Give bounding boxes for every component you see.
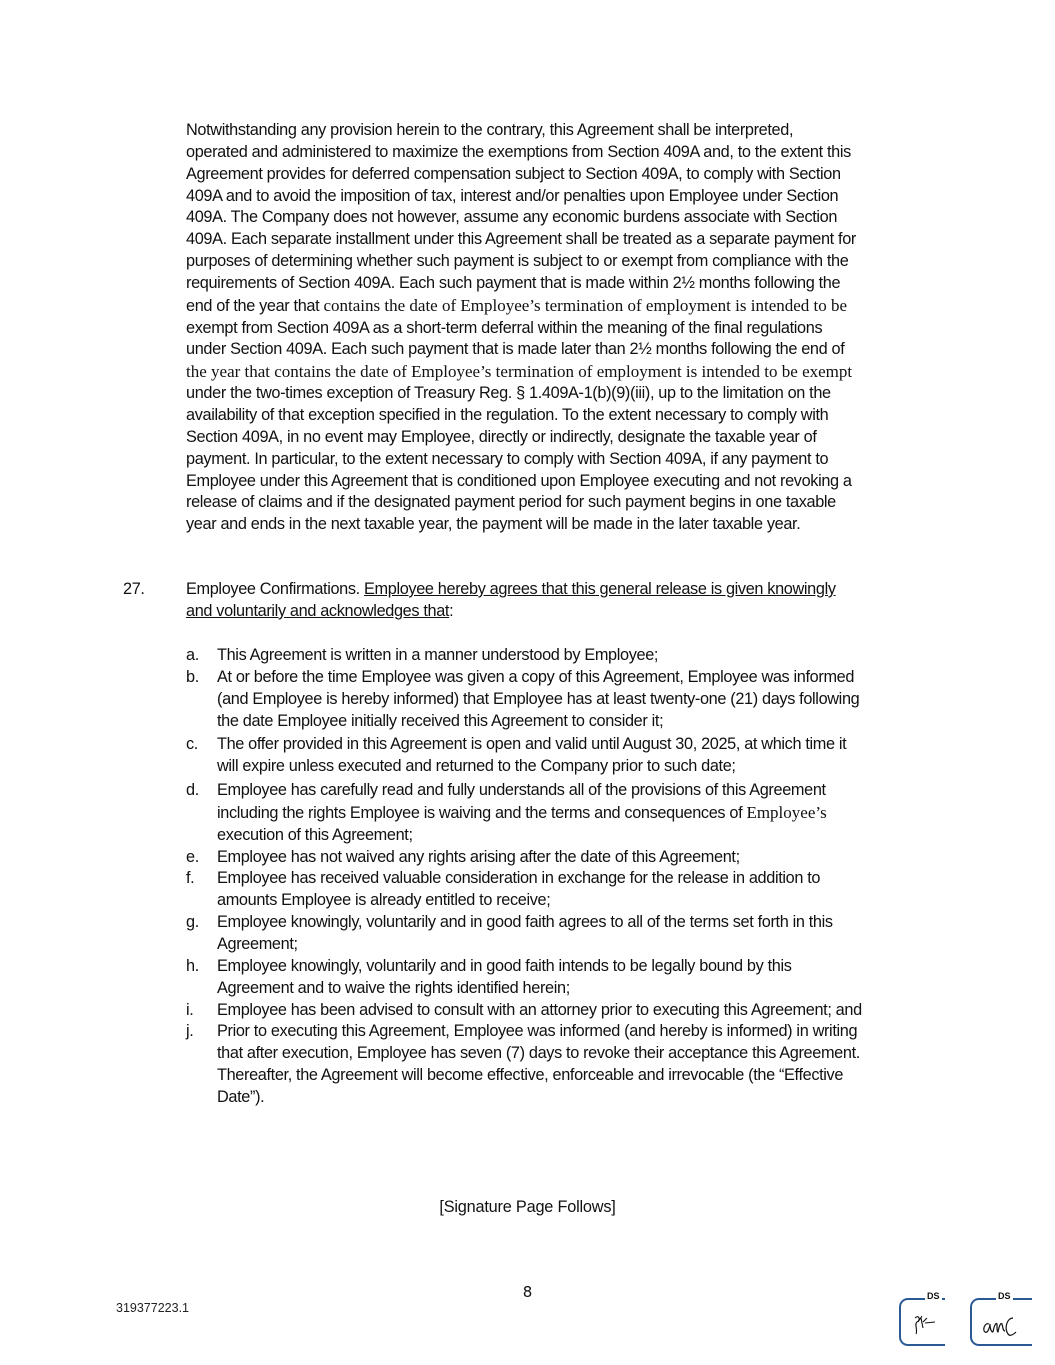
list-marker: a. xyxy=(186,646,199,664)
section-heading-block xyxy=(186,579,946,623)
initials-signature-icon xyxy=(980,1310,1026,1340)
list-item-line: Date”). xyxy=(217,1087,265,1106)
list-item xyxy=(186,868,946,912)
paragraph-line: 409A. The Company does not however, assume any economic burdens associate with Section xyxy=(186,208,838,227)
list-item xyxy=(186,1021,946,1108)
list-marker: i. xyxy=(186,1000,194,1019)
paragraph-line: Employee under this Agreement that is conditioned upon Employee executing and not revoking a xyxy=(186,471,852,490)
list-item-line xyxy=(217,802,946,825)
document-id: 319377223.1 xyxy=(116,1301,189,1315)
list-marker: d. xyxy=(186,781,199,800)
paragraph-line xyxy=(186,295,931,318)
list-item-line: that after execution, Employee has seven (7) days to revoke their acceptance this Agreement. xyxy=(217,1044,860,1063)
paragraph-line: purposes of determining whether such payment is subject to or exempt from compliance with the xyxy=(186,252,849,271)
list-item xyxy=(186,780,946,847)
paragraph-line: under Section 409A. Each such payment that is made later than 2½ months following the end of xyxy=(186,340,845,359)
list-item-line: Employee knowingly, voluntarily and in good faith intends to be legally bound by this xyxy=(217,956,792,975)
list-item-line: This Agreement is written in a manner understood by Employee; xyxy=(217,646,659,664)
list-item xyxy=(186,956,946,1000)
initials-signature-icon xyxy=(909,1310,939,1338)
list-item-line: amounts Employee is already entitled to receive; xyxy=(217,891,551,910)
paragraph-line: the year that contains the date of Employee’s termination of employment is intended to be exempt xyxy=(186,362,853,382)
docusign-initial-box[interactable] xyxy=(899,1291,945,1346)
list-item-line: Employee has not waived any rights arising after the date of this Agreement; xyxy=(217,847,740,866)
list-marker: g. xyxy=(186,913,199,932)
paragraph-line: 409A. Each separate installment under this Agreement shall be treated as a separate payment for xyxy=(186,230,856,249)
paragraph-line: requirements of Section 409A. Each such payment that is made within 2½ months following the xyxy=(186,273,841,292)
confirmation-list xyxy=(186,645,946,1109)
paragraph-line: operated and administered to maximize the exemptions from Section 409A and, to the extent this xyxy=(186,142,851,161)
docusign-label: DS xyxy=(998,1291,1011,1301)
list-item xyxy=(186,734,946,778)
list-item-text: including the rights Employee is waiving and the terms and consequences of xyxy=(217,803,747,822)
list-marker: e. xyxy=(186,847,199,866)
list-item xyxy=(186,645,946,667)
paragraph-line: Section 409A, in no event may Employee, directly or indirectly, designate the taxable year of xyxy=(186,427,817,446)
paragraph-line: Agreement provides for deferred compensation subject to Section 409A, to comply with Section xyxy=(186,164,841,183)
paragraph-line: year and ends in the next taxable year, the payment will be made in the later taxable year. xyxy=(186,515,801,534)
paragraph-line: exempt from Section 409A as a short-term deferral within the meaning of the final regulations xyxy=(186,318,823,337)
section-intro-underlined: Employee hereby agrees that this general release is given knowingly xyxy=(364,580,836,598)
list-item-line: At or before the time Employee was given a copy of this Agreement, Employee was informed xyxy=(217,667,855,686)
section-intro-colon: : xyxy=(449,601,454,620)
list-item-line: (and Employee is hereby informed) that Employee has at least twenty-one (21) days following xyxy=(217,689,860,708)
paragraph-line: under the two-times exception of Treasury Reg. § 1.409A-1(b)(9)(iii), up to the limitation on the xyxy=(186,384,831,403)
list-item-line: Prior to executing this Agreement, Employee was informed (and hereby is informed) in writing xyxy=(217,1022,858,1041)
paragraph-text: end of the year that xyxy=(186,296,324,315)
list-item-line: the date Employee initially received this Agreement to consider it; xyxy=(217,711,664,730)
paragraph-line: availability of that exception specified in the regulation. To the extent necessary to comply with xyxy=(186,405,829,424)
list-item xyxy=(186,912,946,956)
list-item-line: Employee has received valuable consideration in exchange for the release in addition to xyxy=(217,869,821,888)
section-heading-line xyxy=(186,579,946,601)
paragraph-line: Notwithstanding any provision herein to the contrary, this Agreement shall be interpreted, xyxy=(186,121,794,139)
list-item xyxy=(186,667,946,733)
list-item-line: Agreement; xyxy=(217,934,298,953)
page-number: 8 xyxy=(522,1283,533,1301)
list-item-line: Thereafter, the Agreement will become effective, enforceable and irrevocable (the “Effective xyxy=(217,1066,844,1085)
section-heading: Employee Confirmations. xyxy=(186,580,360,598)
list-marker: f. xyxy=(186,869,195,888)
paragraph-line: release of claims and if the designated payment period for such payment begins in one taxable xyxy=(186,493,836,512)
section-number: 27. xyxy=(123,580,145,598)
docusign-initial-box[interactable] xyxy=(970,1291,1032,1346)
list-item-line: Employee has carefully read and fully understands all of the provisions of this Agreement xyxy=(217,781,826,800)
list-item xyxy=(186,847,946,869)
list-item-line: Employee has been advised to consult with an attorney prior to executing this Agreement; and xyxy=(217,1000,862,1019)
list-marker: b. xyxy=(186,667,199,686)
list-item xyxy=(186,1000,946,1022)
paragraph-line: payment. In particular, to the extent necessary to comply with Section 409A, if any payment to xyxy=(186,449,829,468)
list-item-line: will expire unless executed and returned to the Company prior to such date; xyxy=(217,757,736,776)
section-heading-line xyxy=(186,601,946,623)
list-item-line: execution of this Agreement; xyxy=(217,825,413,844)
list-item-line: Employee knowingly, voluntarily and in good faith agrees to all of the terms set forth in this xyxy=(217,913,833,932)
list-marker: j. xyxy=(186,1022,194,1041)
signature-page-note: [Signature Page Follows] xyxy=(439,1198,616,1216)
section-409a-paragraph xyxy=(186,120,931,536)
docusign-label: DS xyxy=(927,1291,940,1301)
paragraph-text-serif: contains the date of Employee’s termination of employment is intended to be xyxy=(323,295,848,315)
list-marker: h. xyxy=(186,956,199,975)
list-item-line: The offer provided in this Agreement is open and valid until August 30, 2025, at which time it xyxy=(217,735,847,754)
list-marker: c. xyxy=(186,735,198,754)
section-intro-underlined: and voluntarily and acknowledges that xyxy=(186,601,450,620)
paragraph-line: 409A and to avoid the imposition of tax, interest and/or penalties upon Employee under Section xyxy=(186,186,839,205)
list-item-text-serif: Employee’s xyxy=(746,802,827,822)
list-item-line: Agreement and to waive the rights identified herein; xyxy=(217,978,570,997)
